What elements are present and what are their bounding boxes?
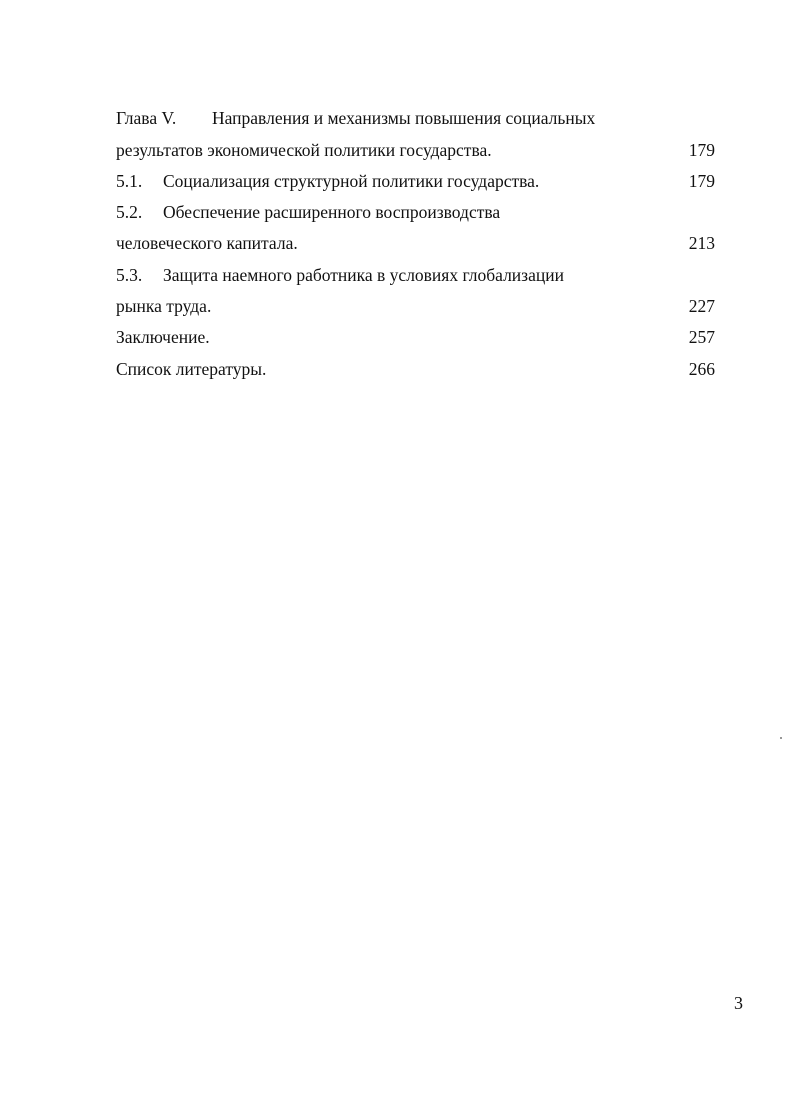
toc-chapter-title-line-2: результатов экономической политики государства.	[116, 140, 492, 160]
toc-entry-section-5-2-line-1	[116, 200, 715, 224]
toc-bibliography-page: 266	[688, 359, 715, 379]
scan-speck	[780, 737, 782, 739]
toc-entry-section-5-3-line-2	[116, 294, 715, 318]
toc-section-number: 5.3.	[116, 265, 143, 285]
toc-entry-section-5-1	[116, 169, 715, 193]
toc-entry-conclusion	[116, 325, 715, 349]
toc-section-page: 227	[688, 296, 715, 316]
toc-bibliography-title: Список литературы.	[116, 359, 267, 379]
toc-chapter-page: 179	[688, 140, 715, 160]
toc-section-title-line-1: Обеспечение расширенного воспроизводства	[163, 202, 501, 222]
toc-section-title-line-2: человеческого капитала.	[116, 233, 298, 253]
toc-section-number: 5.2.	[116, 202, 143, 222]
toc-section-title-line-2: рынка труда.	[116, 296, 212, 316]
toc-section-page: 213	[688, 233, 715, 253]
toc-entry-chapter-5-line-1	[116, 106, 715, 130]
page-number: 3	[734, 993, 743, 1013]
toc-chapter-title-line-1: Направления и механизмы повышения социальных	[212, 108, 596, 128]
toc-section-number: 5.1.	[116, 171, 143, 191]
toc-chapter-number: Глава V.	[116, 108, 177, 128]
toc-conclusion-page: 257	[688, 327, 715, 347]
toc-conclusion-title: Заключение.	[116, 327, 210, 347]
toc-entry-section-5-3-line-1	[116, 263, 715, 287]
toc-entry-chapter-5-line-2	[116, 138, 715, 162]
toc-section-title-line-1: Защита наемного работника в условиях глобализации	[163, 265, 564, 285]
toc-entry-section-5-2-line-2	[116, 231, 715, 255]
toc-entry-bibliography	[116, 357, 715, 381]
toc-section-title: Социализация структурной политики государства.	[163, 171, 540, 191]
toc-section-page: 179	[688, 171, 715, 191]
